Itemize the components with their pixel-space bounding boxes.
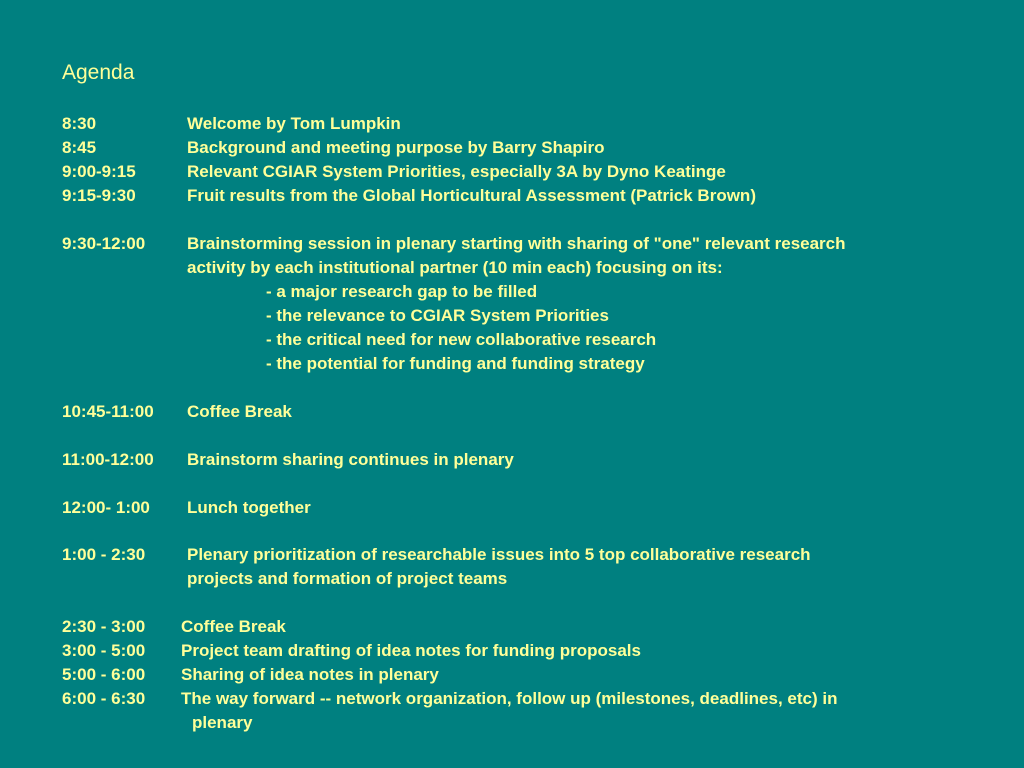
agenda-description: Background and meeting purpose by Barry Shapiro [187, 138, 605, 157]
agenda-description: Welcome by Tom Lumpkin [187, 114, 401, 133]
agenda-description: Plenary prioritization of researchable issues into 5 top collaborative research [187, 545, 811, 564]
agenda-time: 10:45-11:00 [62, 402, 154, 421]
agenda-description: The way forward -- network organization, follow up (milestones, deadlines, etc) in [181, 689, 838, 708]
agenda-subpoint: - the critical need for new collaborative research [266, 330, 657, 349]
agenda-description: plenary [192, 713, 253, 732]
agenda-time: 9:15-9:30 [62, 186, 136, 205]
agenda-time: 12:00- 1:00 [62, 498, 150, 517]
agenda-time: 8:45 [62, 138, 97, 157]
agenda-time: 3:00 - 5:00 [62, 641, 146, 660]
agenda-description: Fruit results from the Global Horticultural Assessment (Patrick Brown) [187, 186, 756, 205]
agenda-subpoint: - the potential for funding and funding strategy [266, 354, 645, 373]
agenda-description: Sharing of idea notes in plenary [181, 665, 439, 684]
agenda-time: 2:30 - 3:00 [62, 617, 146, 636]
agenda-time: 1:00 - 2:30 [62, 545, 146, 564]
agenda-time: 11:00-12:00 [62, 450, 154, 469]
agenda-description: Coffee Break [187, 402, 292, 421]
agenda-time: 9:00-9:15 [62, 162, 136, 181]
agenda-time: 8:30 [62, 114, 97, 133]
agenda-description: Lunch together [187, 498, 311, 517]
agenda-time: 6:00 - 6:30 [62, 689, 146, 708]
agenda-time: 9:30-12:00 [62, 234, 146, 253]
agenda-time: 5:00 - 6:00 [62, 665, 146, 684]
agenda-subpoint: - a major research gap to be filled [266, 282, 538, 301]
agenda-description: projects and formation of project teams [187, 569, 508, 588]
agenda-description: Coffee Break [181, 617, 286, 636]
agenda-subpoint: - the relevance to CGIAR System Priorities [266, 306, 609, 325]
agenda-description: Brainstorming session in plenary starting with sharing of "one" relevant research [187, 234, 846, 253]
agenda-description: activity by each institutional partner (10 min each) focusing on its: [187, 258, 723, 277]
agenda-description: Relevant CGIAR System Priorities, especially 3A by Dyno Keatinge [187, 162, 726, 181]
agenda-title: Agenda [62, 61, 135, 84]
agenda-description: Project team drafting of idea notes for funding proposals [181, 641, 641, 660]
agenda-description: Brainstorm sharing continues in plenary [187, 450, 514, 469]
